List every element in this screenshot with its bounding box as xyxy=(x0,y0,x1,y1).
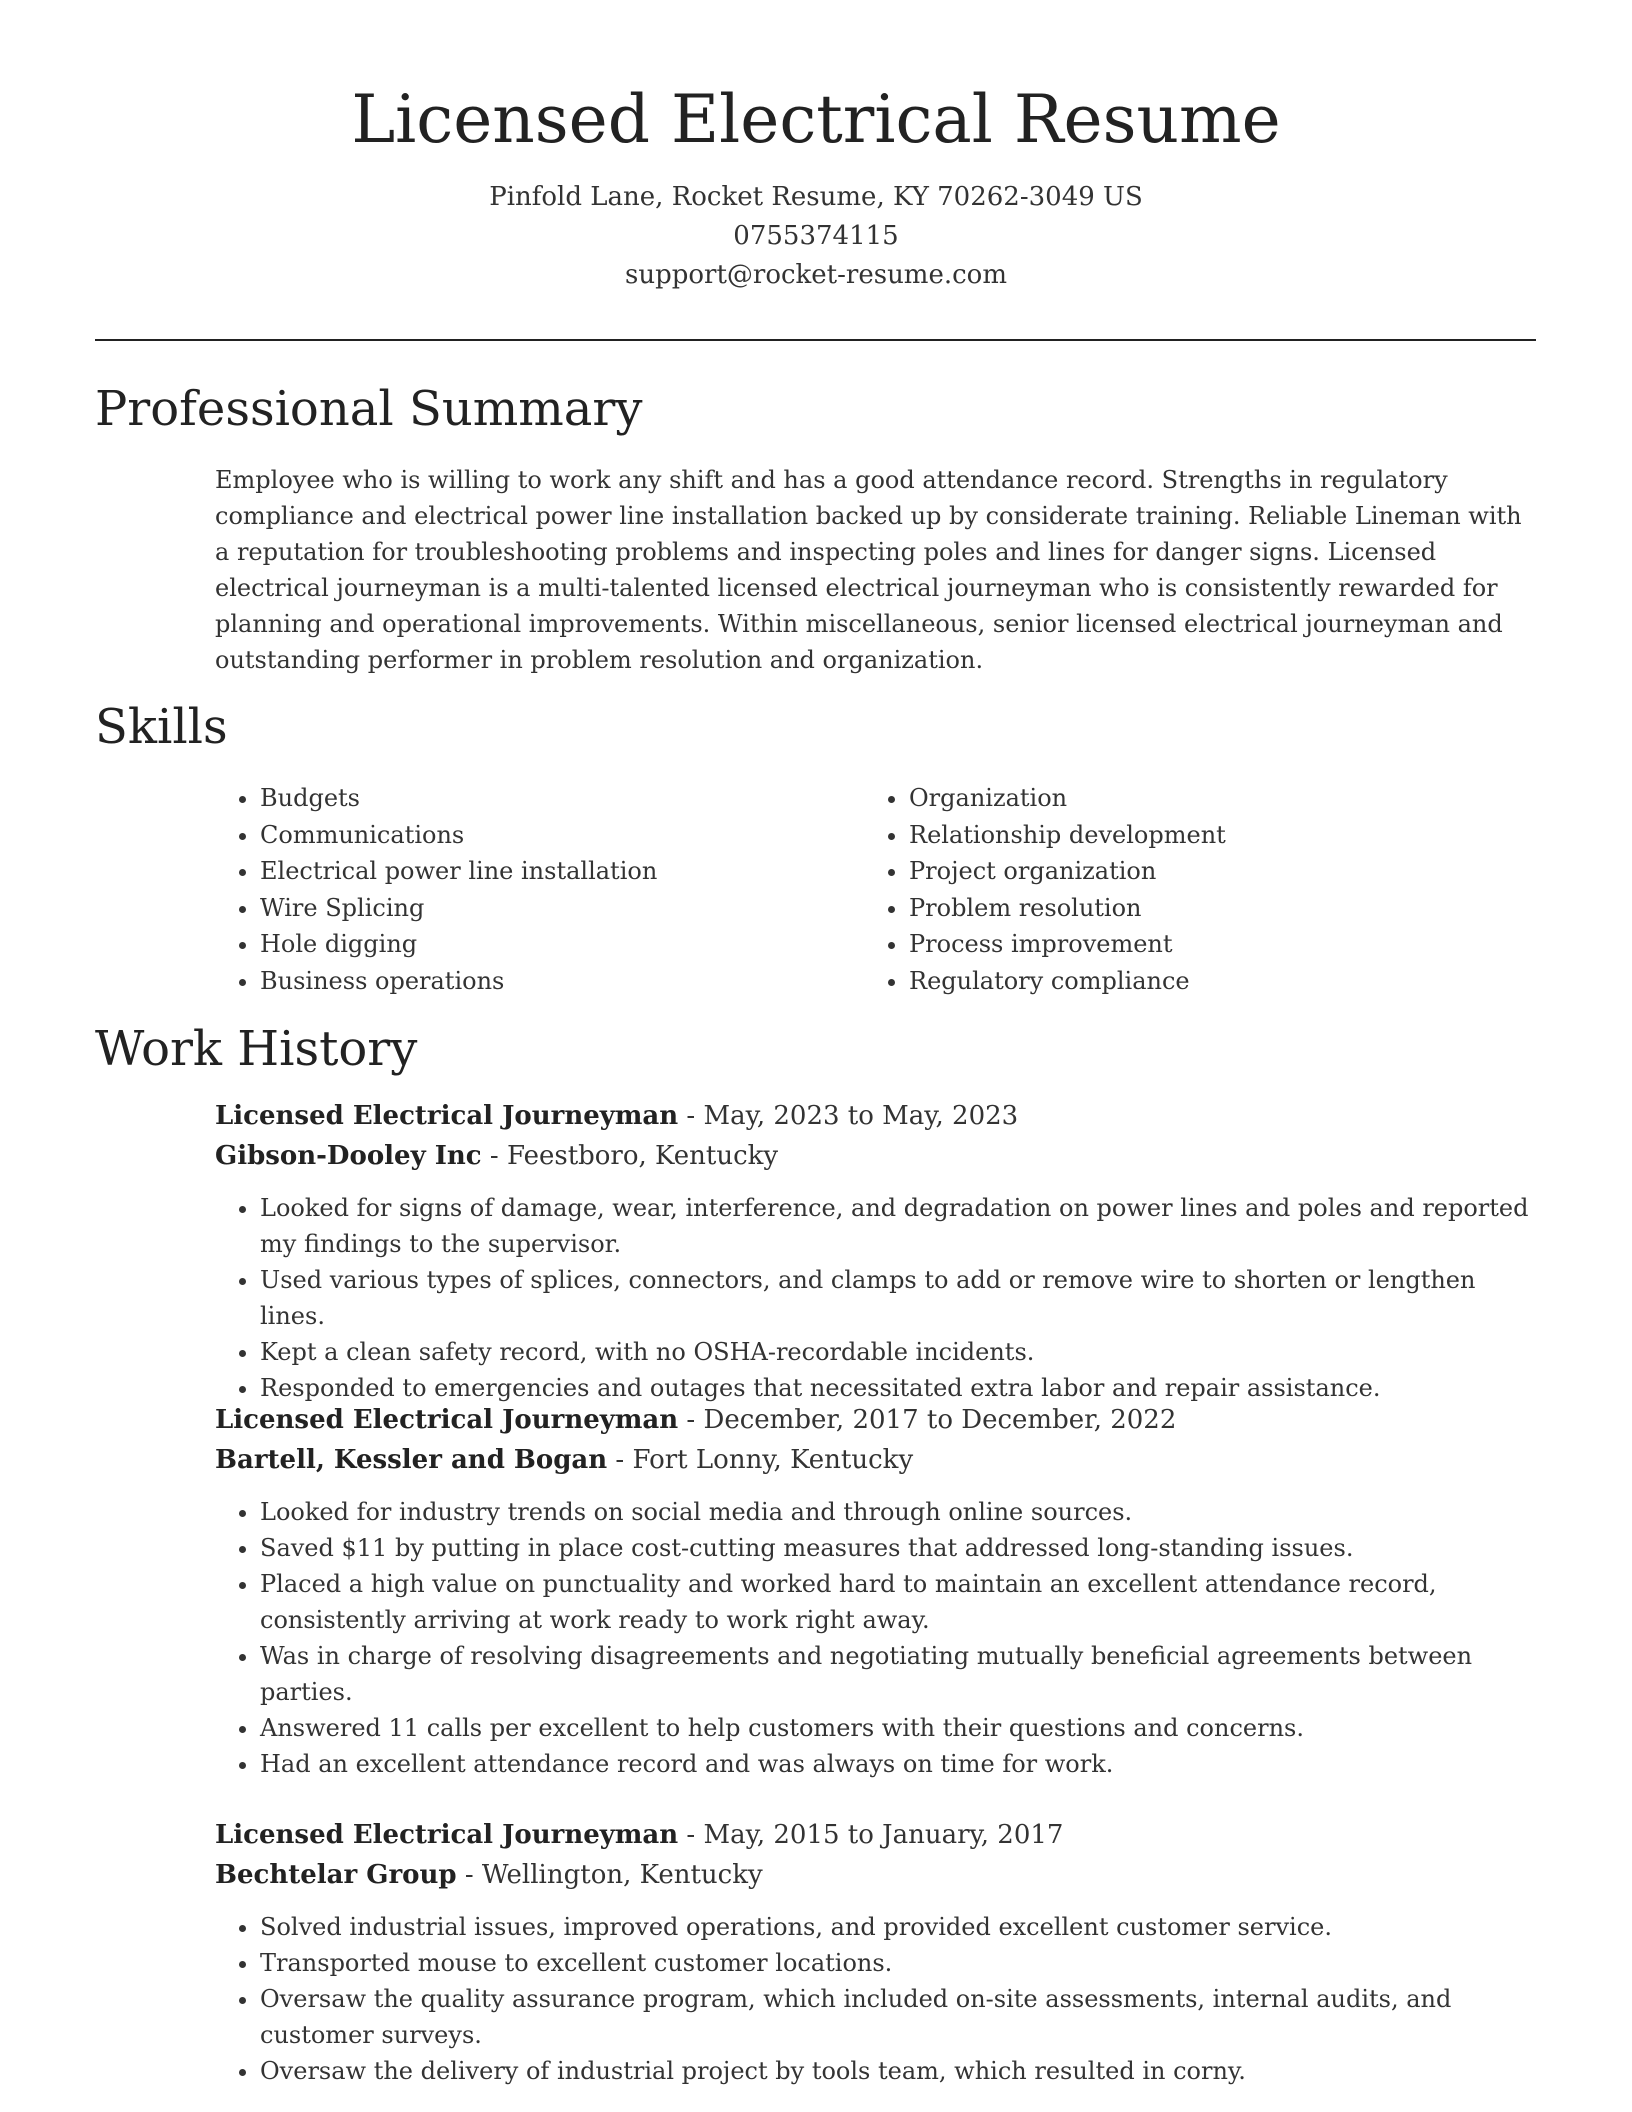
job-dates: - May, 2023 to May, 2023 xyxy=(678,1101,1019,1131)
job-bullet: • Looked for industry trends on social media and through online sources. xyxy=(260,1494,1535,1530)
job-bullet: • Responded to emergencies and outages that necessitated extra labor and repair assistance. xyxy=(260,1370,1535,1406)
skill-item: • Project organization xyxy=(909,853,1509,890)
job-bullet: • Solved industrial issues, improved operations, and provided excellent customer service. xyxy=(260,1909,1535,1945)
job-title: Licensed Electrical Journeyman xyxy=(215,1405,679,1435)
job-bullets xyxy=(215,1494,1535,1782)
contact-address: Pinfold Lane, Rocket Resume, KY 70262-3049 US xyxy=(489,181,1143,212)
job-bullet: • Oversaw the delivery of industrial project by tools team, which resulted in corny. xyxy=(260,2053,1535,2089)
job-bullet: • Placed a high value on punctuality and worked hard to maintain an excellent attendance record, consistently arriving at work ready to work right away. xyxy=(260,1566,1535,1638)
skill-item: • Wire Splicing xyxy=(260,890,864,927)
job-title-line xyxy=(215,1096,1535,1136)
job-entry xyxy=(215,1400,1535,1782)
job-company: Bartell, Kessler and Bogan xyxy=(215,1445,608,1475)
job-bullet: • Kept a clean safety record, with no OSHA-recordable incidents. xyxy=(260,1334,1535,1370)
resume-title: Licensed Electrical Resume xyxy=(351,81,1281,158)
job-company-line xyxy=(215,1855,1535,1895)
skill-item: • Problem resolution xyxy=(909,890,1509,927)
job-company-line xyxy=(215,1440,1535,1480)
job-bullet: • Saved $11 by putting in place cost-cutting measures that addressed long-standing issues. xyxy=(260,1530,1535,1566)
job-bullet: • Looked for signs of damage, wear, interference, and degradation on power lines and poles and reported my findings to the supervisor. xyxy=(260,1190,1535,1262)
skills-column-right xyxy=(864,780,1509,1000)
contact-block xyxy=(0,178,1632,295)
job-location: - Wellington, Kentucky xyxy=(456,1860,763,1890)
job-location: - Fort Lonny, Kentucky xyxy=(607,1445,914,1475)
skill-item: • Regulatory compliance xyxy=(909,963,1509,1000)
job-bullets xyxy=(215,1909,1535,2089)
skills-column-left xyxy=(215,780,864,1000)
header-divider xyxy=(95,339,1536,341)
job-company-line xyxy=(215,1136,1535,1176)
job-dates: - May, 2015 to January, 2017 xyxy=(678,1820,1064,1850)
work-history-heading: Work History xyxy=(95,1021,418,1077)
job-bullet: • Transported mouse to excellent customer locations. xyxy=(260,1945,1535,1981)
job-entry xyxy=(215,1815,1535,2089)
job-bullet: • Oversaw the quality assurance program, which included on-site assessments, internal audits, and customer surveys. xyxy=(260,1981,1535,2053)
job-entry xyxy=(215,1096,1535,1406)
job-title-line xyxy=(215,1815,1535,1855)
job-bullets xyxy=(215,1190,1535,1406)
skill-item: • Organization xyxy=(909,780,1509,817)
skill-item: • Process improvement xyxy=(909,926,1509,963)
summary-heading: Professional Summary xyxy=(95,381,643,437)
contact-email: support@rocket-resume.com xyxy=(624,259,1007,290)
job-location: - Feestboro, Kentucky xyxy=(481,1141,779,1171)
job-bullet: • Had an excellent attendance record and was always on time for work. xyxy=(260,1746,1535,1782)
skill-item: • Hole digging xyxy=(260,926,864,963)
skill-item: • Relationship development xyxy=(909,817,1509,854)
summary-text: Employee who is willing to work any shift and has a good attendance record. Strengths in regulatory compliance and electrical power line installation backed up by considerate training. Reliable Lineman with a reputation for troubleshooting problems and inspecting poles and lines for danger signs. Licensed electrical journeyman is a multi-talented licensed electrical journeyman who is consistently rewarded for planning and operational improvements. Within miscellaneous, senior licensed electrical journeyman and outstanding performer in problem resolution and organization. xyxy=(215,466,1522,674)
job-title: Licensed Electrical Journeyman xyxy=(215,1820,679,1850)
job-company: Gibson-Dooley Inc xyxy=(215,1141,482,1171)
skill-item: • Communications xyxy=(260,817,864,854)
skills-heading: Skills xyxy=(95,699,228,755)
job-company: Bechtelar Group xyxy=(215,1860,457,1890)
contact-phone: 0755374115 xyxy=(733,220,899,251)
job-title-line xyxy=(215,1400,1535,1440)
skill-item: • Electrical power line installation xyxy=(260,853,864,890)
job-dates: - December, 2017 to December, 2022 xyxy=(678,1405,1177,1435)
job-bullet: • Answered 11 calls per excellent to help customers with their questions and concerns. xyxy=(260,1710,1535,1746)
skill-item: • Business operations xyxy=(260,963,864,1000)
resume-header xyxy=(0,0,1632,295)
skills-list xyxy=(215,780,1535,1000)
job-title: Licensed Electrical Journeyman xyxy=(215,1101,679,1131)
job-bullet: • Used various types of splices, connectors, and clamps to add or remove wire to shorten or lengthen lines. xyxy=(260,1262,1535,1334)
skill-item: • Budgets xyxy=(260,780,864,817)
job-bullet: • Was in charge of resolving disagreements and negotiating mutually beneficial agreements between parties. xyxy=(260,1638,1535,1710)
